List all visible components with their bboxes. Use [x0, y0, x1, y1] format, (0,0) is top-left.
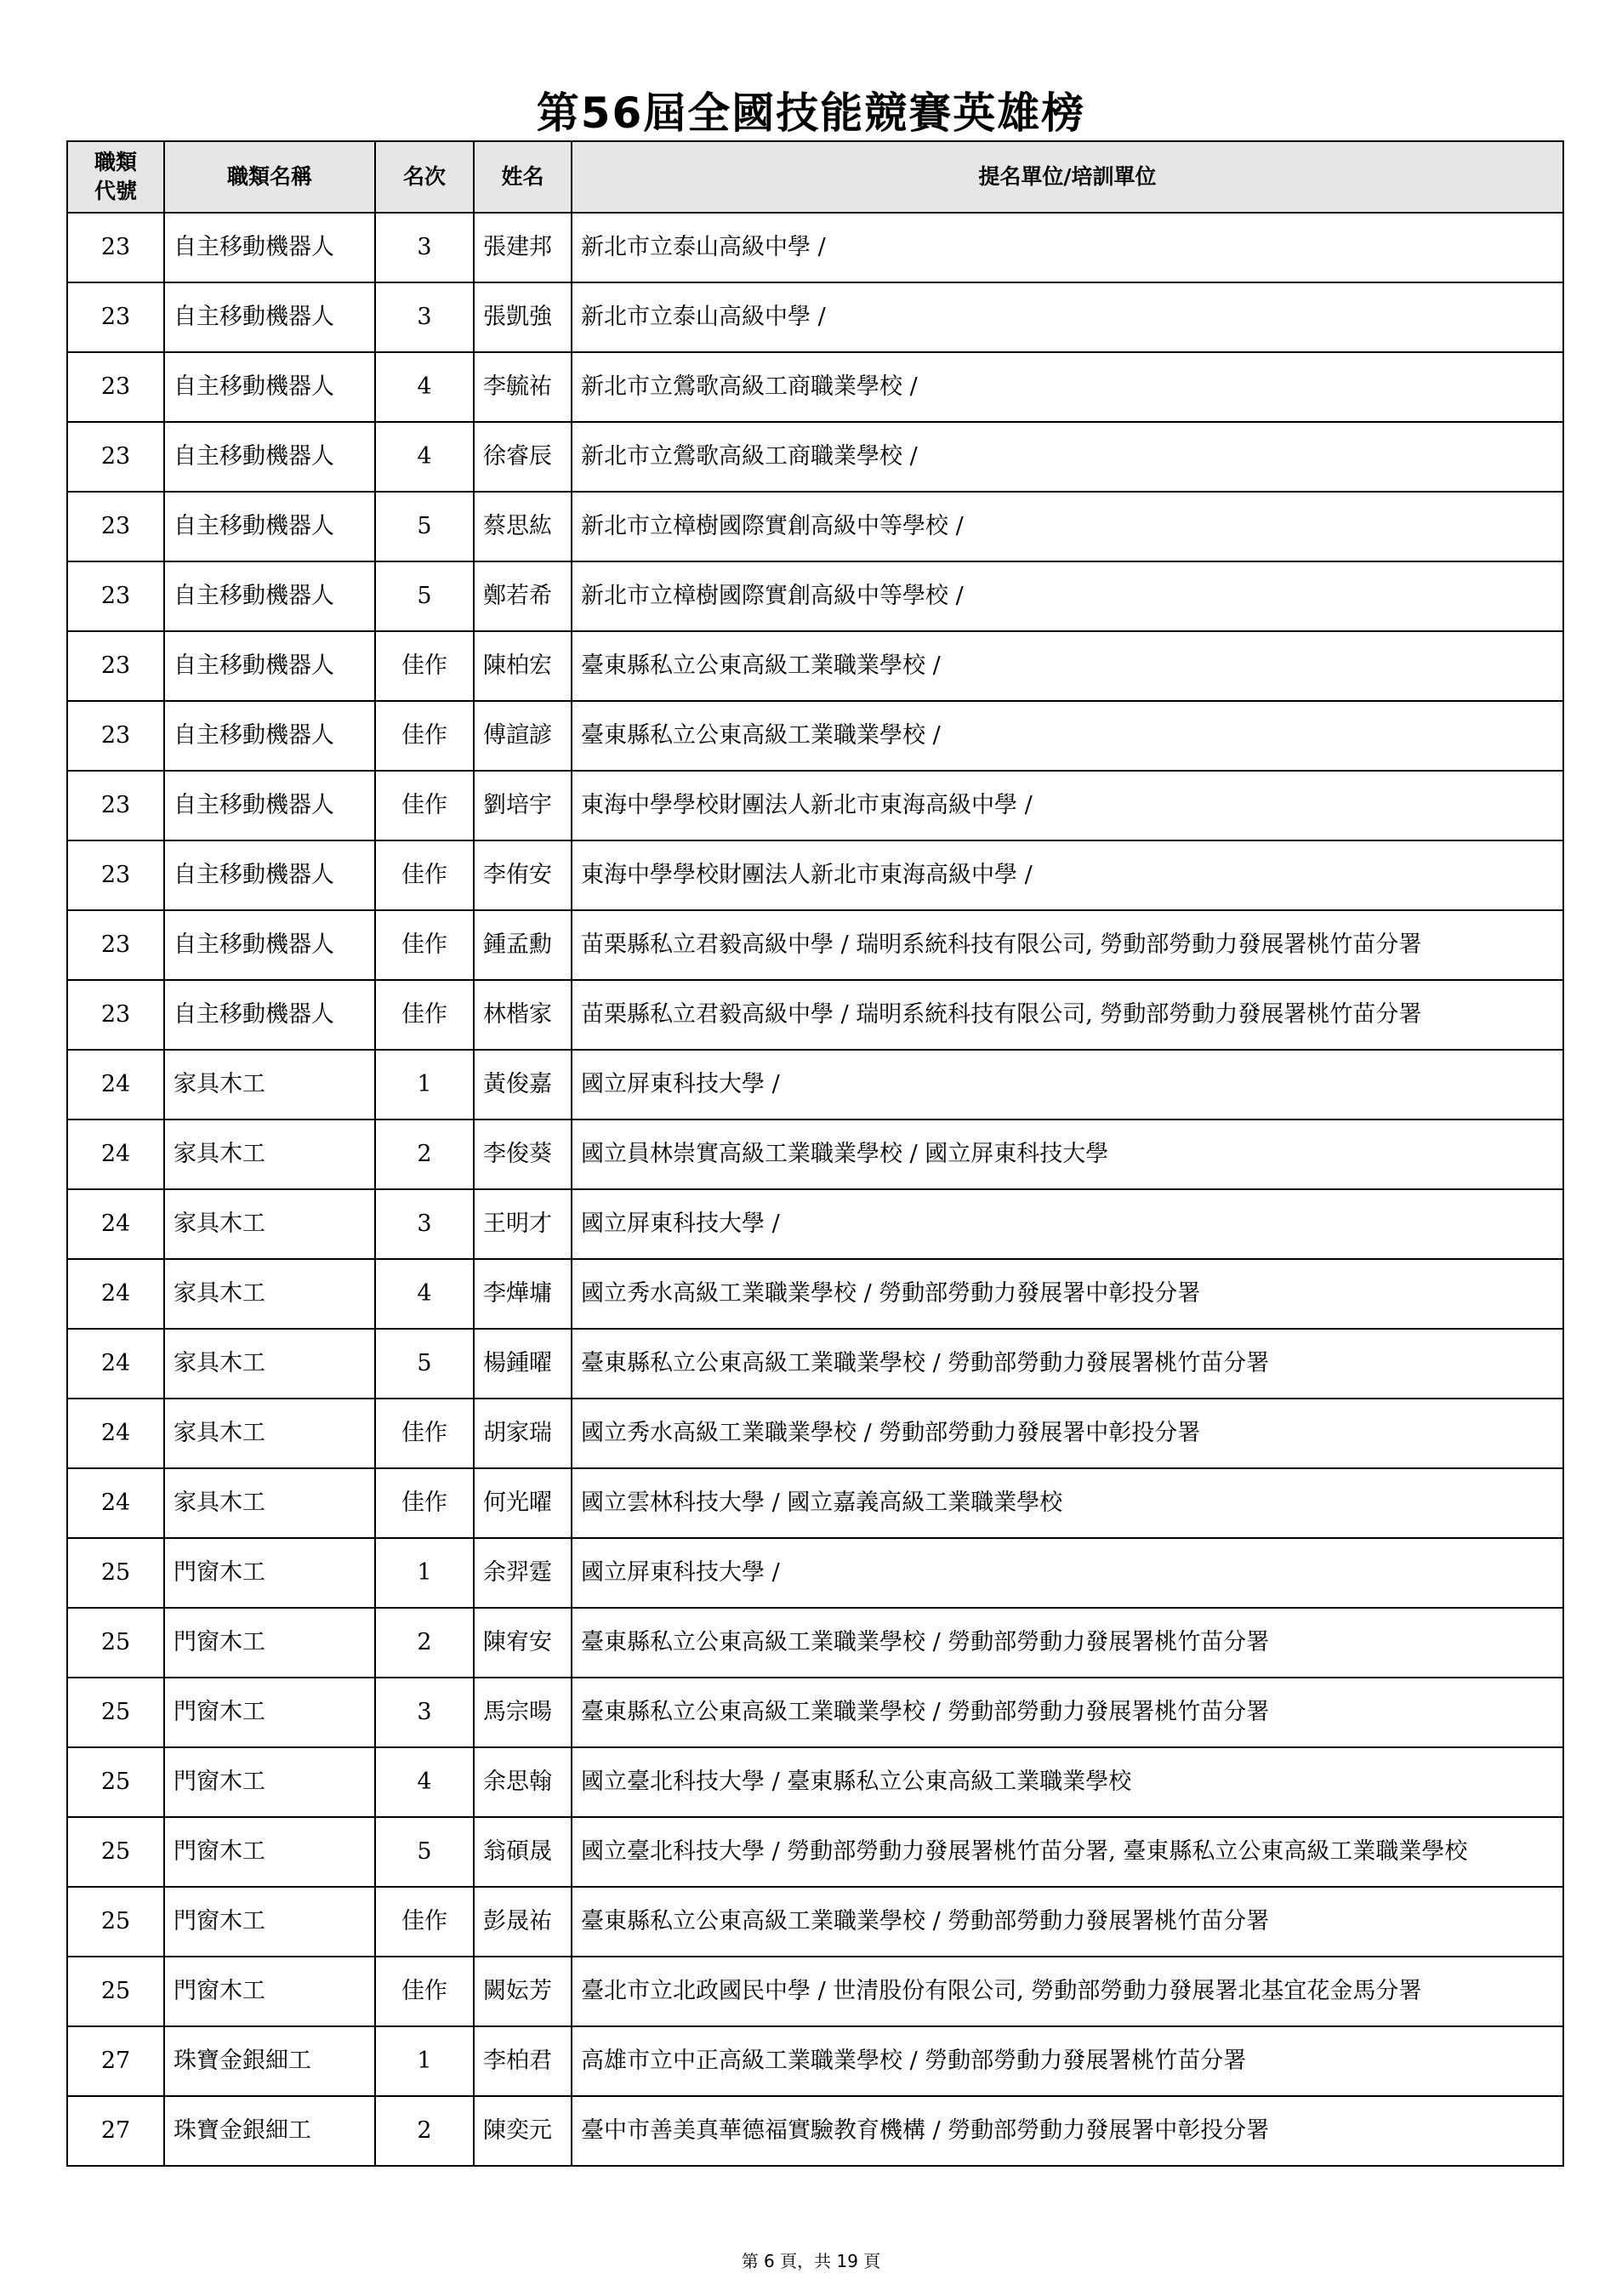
job-name-cell: 家具木工	[164, 1120, 375, 1189]
person-name-cell: 劉培宇	[474, 771, 572, 840]
rank-cell: 4	[375, 422, 474, 492]
job-name-cell: 自主移動機器人	[164, 213, 375, 282]
unit-cell: 新北市立泰山高級中學 /	[572, 213, 1563, 282]
unit-cell: 東海中學學校財團法人新北市東海高級中學 /	[572, 840, 1563, 910]
job-name-cell: 門窗木工	[164, 1747, 375, 1817]
table-row	[67, 1468, 1563, 1538]
job-code-cell: 23	[67, 352, 164, 422]
unit-cell: 臺東縣私立公東高級工業職業學校 / 勞動部勞動力發展署桃竹苗分署	[572, 1887, 1563, 1957]
job-name-cell: 門窗木工	[164, 1957, 375, 2026]
person-name-cell: 張建邦	[474, 213, 572, 282]
job-name-cell: 自主移動機器人	[164, 561, 375, 631]
job-name-cell: 門窗木工	[164, 1817, 375, 1887]
table-row	[67, 1817, 1563, 1887]
job-code-cell: 24	[67, 1120, 164, 1189]
job-name-cell: 自主移動機器人	[164, 980, 375, 1050]
rank-cell: 佳作	[375, 771, 474, 840]
job-code-cell: 24	[67, 1329, 164, 1399]
page-footer: 第 6 頁，共 19 頁	[741, 2251, 881, 2271]
job-code-cell: 23	[67, 282, 164, 352]
unit-cell: 國立秀水高級工業職業學校 / 勞動部勞動力發展署中彰投分署	[572, 1399, 1563, 1468]
person-name-cell: 李燁墉	[474, 1259, 572, 1329]
table-row	[67, 1120, 1563, 1189]
unit-cell: 新北市立樟樹國際實創高級中等學校 /	[572, 561, 1563, 631]
table-row	[67, 352, 1563, 422]
job-name-cell: 家具木工	[164, 1468, 375, 1538]
table-row	[67, 1538, 1563, 1608]
rank-cell: 5	[375, 1817, 474, 1887]
job-code-cell: 25	[67, 1887, 164, 1957]
person-name-cell: 闕妘芳	[474, 1957, 572, 2026]
column-header-code: 職類代號	[67, 141, 164, 213]
person-name-cell: 李俊葵	[474, 1120, 572, 1189]
rank-cell: 佳作	[375, 1399, 474, 1468]
table-row	[67, 910, 1563, 980]
job-code-cell: 23	[67, 771, 164, 840]
job-code-cell: 23	[67, 910, 164, 980]
job-code-cell: 23	[67, 631, 164, 701]
unit-cell: 國立臺北科技大學 / 臺東縣私立公東高級工業職業學校	[572, 1747, 1563, 1817]
unit-cell: 國立屏東科技大學 /	[572, 1189, 1563, 1259]
table-row	[67, 701, 1563, 771]
job-name-cell: 門窗木工	[164, 1678, 375, 1747]
rank-cell: 2	[375, 1608, 474, 1678]
person-name-cell: 王明才	[474, 1189, 572, 1259]
rank-cell: 佳作	[375, 910, 474, 980]
job-code-cell: 24	[67, 1468, 164, 1538]
table-body	[67, 213, 1563, 2166]
rank-cell: 4	[375, 1259, 474, 1329]
table-row	[67, 1050, 1563, 1120]
table-row	[67, 2026, 1563, 2096]
rank-cell: 5	[375, 1329, 474, 1399]
job-code-cell: 25	[67, 1538, 164, 1608]
unit-cell: 新北市立鶯歌高級工商職業學校 /	[572, 422, 1563, 492]
person-name-cell: 楊鍾曜	[474, 1329, 572, 1399]
rank-cell: 3	[375, 1189, 474, 1259]
table-row	[67, 2096, 1563, 2166]
person-name-cell: 胡家瑞	[474, 1399, 572, 1468]
column-header-job: 職類名稱	[164, 141, 375, 213]
rank-cell: 佳作	[375, 840, 474, 910]
unit-cell: 高雄市立中正高級工業職業學校 / 勞動部勞動力發展署桃竹苗分署	[572, 2026, 1563, 2096]
rank-cell: 佳作	[375, 1887, 474, 1957]
job-code-cell: 25	[67, 1608, 164, 1678]
table-row	[67, 561, 1563, 631]
job-name-cell: 門窗木工	[164, 1538, 375, 1608]
person-name-cell: 鍾孟勳	[474, 910, 572, 980]
unit-cell: 臺東縣私立公東高級工業職業學校 / 勞動部勞動力發展署桃竹苗分署	[572, 1678, 1563, 1747]
job-code-cell: 25	[67, 1817, 164, 1887]
rank-cell: 3	[375, 282, 474, 352]
table-row	[67, 422, 1563, 492]
job-code-cell: 27	[67, 2026, 164, 2096]
rank-cell: 3	[375, 213, 474, 282]
table-row	[67, 631, 1563, 701]
table-row	[67, 1189, 1563, 1259]
job-name-cell: 自主移動機器人	[164, 701, 375, 771]
rank-cell: 3	[375, 1678, 474, 1747]
unit-cell: 國立屏東科技大學 /	[572, 1050, 1563, 1120]
job-name-cell: 自主移動機器人	[164, 422, 375, 492]
column-header-rank: 名次	[375, 141, 474, 213]
rank-cell: 佳作	[375, 980, 474, 1050]
job-name-cell: 自主移動機器人	[164, 631, 375, 701]
table-row	[67, 1887, 1563, 1957]
job-name-cell: 門窗木工	[164, 1608, 375, 1678]
unit-cell: 苗栗縣私立君毅高級中學 / 瑞明系統科技有限公司, 勞動部勞動力發展署桃竹苗分署	[572, 910, 1563, 980]
job-code-cell: 25	[67, 1957, 164, 2026]
unit-cell: 臺東縣私立公東高級工業職業學校 /	[572, 701, 1563, 771]
table-row	[67, 492, 1563, 561]
table-row	[67, 1957, 1563, 2026]
job-code-cell: 23	[67, 422, 164, 492]
job-name-cell: 門窗木工	[164, 1887, 375, 1957]
unit-cell: 臺東縣私立公東高級工業職業學校 / 勞動部勞動力發展署桃竹苗分署	[572, 1608, 1563, 1678]
person-name-cell: 彭晟祐	[474, 1887, 572, 1957]
job-code-cell: 24	[67, 1189, 164, 1259]
table-row	[67, 213, 1563, 282]
person-name-cell: 李毓祐	[474, 352, 572, 422]
job-code-cell: 24	[67, 1259, 164, 1329]
rank-cell: 佳作	[375, 701, 474, 771]
table-row	[67, 1259, 1563, 1329]
table-row	[67, 1608, 1563, 1678]
table-row	[67, 1678, 1563, 1747]
job-name-cell: 家具木工	[164, 1259, 375, 1329]
person-name-cell: 傅諠諺	[474, 701, 572, 771]
job-name-cell: 自主移動機器人	[164, 771, 375, 840]
job-code-cell: 25	[67, 1747, 164, 1817]
rank-cell: 1	[375, 2026, 474, 2096]
unit-cell: 國立員林崇實高級工業職業學校 / 國立屏東科技大學	[572, 1120, 1563, 1189]
rank-cell: 5	[375, 492, 474, 561]
rank-cell: 1	[375, 1050, 474, 1120]
results-table	[66, 140, 1564, 2167]
job-code-cell: 23	[67, 980, 164, 1050]
person-name-cell: 何光曜	[474, 1468, 572, 1538]
unit-cell: 臺中市善美真華德福實驗教育機構 / 勞動部勞動力發展署中彰投分署	[572, 2096, 1563, 2166]
person-name-cell: 黃俊嘉	[474, 1050, 572, 1120]
unit-cell: 東海中學學校財團法人新北市東海高級中學 /	[572, 771, 1563, 840]
person-name-cell: 林楷家	[474, 980, 572, 1050]
job-name-cell: 珠寶金銀細工	[164, 2096, 375, 2166]
rank-cell: 佳作	[375, 631, 474, 701]
job-name-cell: 自主移動機器人	[164, 492, 375, 561]
table-row	[67, 840, 1563, 910]
unit-cell: 新北市立樟樹國際實創高級中等學校 /	[572, 492, 1563, 561]
person-name-cell: 蔡思紘	[474, 492, 572, 561]
job-code-cell: 24	[67, 1399, 164, 1468]
rank-cell: 佳作	[375, 1468, 474, 1538]
job-code-cell: 23	[67, 213, 164, 282]
person-name-cell: 陳宥安	[474, 1608, 572, 1678]
job-code-cell: 23	[67, 701, 164, 771]
job-name-cell: 家具木工	[164, 1189, 375, 1259]
job-name-cell: 自主移動機器人	[164, 352, 375, 422]
rank-cell: 4	[375, 352, 474, 422]
person-name-cell: 余思翰	[474, 1747, 572, 1817]
rank-cell: 5	[375, 561, 474, 631]
unit-cell: 臺東縣私立公東高級工業職業學校 / 勞動部勞動力發展署桃竹苗分署	[572, 1329, 1563, 1399]
job-name-cell: 家具木工	[164, 1050, 375, 1120]
table-header-row	[67, 141, 1563, 213]
person-name-cell: 余羿霆	[474, 1538, 572, 1608]
person-name-cell: 陳柏宏	[474, 631, 572, 701]
page-title: 第56屆全國技能競賽英雄榜	[536, 88, 1086, 138]
unit-cell: 新北市立鶯歌高級工商職業學校 /	[572, 352, 1563, 422]
table-row	[67, 1399, 1563, 1468]
table-row	[67, 1329, 1563, 1399]
table-row	[67, 1747, 1563, 1817]
job-name-cell: 自主移動機器人	[164, 282, 375, 352]
table-row	[67, 980, 1563, 1050]
job-name-cell: 自主移動機器人	[164, 910, 375, 980]
person-name-cell: 李柏君	[474, 2026, 572, 2096]
job-name-cell: 家具木工	[164, 1329, 375, 1399]
unit-cell: 國立屏東科技大學 /	[572, 1538, 1563, 1608]
job-code-cell: 23	[67, 492, 164, 561]
table-row	[67, 282, 1563, 352]
table-row	[67, 771, 1563, 840]
job-name-cell: 家具木工	[164, 1399, 375, 1468]
rank-cell: 2	[375, 2096, 474, 2166]
unit-cell: 國立臺北科技大學 / 勞動部勞動力發展署桃竹苗分署, 臺東縣私立公東高級工業職業學校	[572, 1817, 1563, 1887]
column-header-unit: 提名單位/培訓單位	[572, 141, 1563, 213]
person-name-cell: 徐睿辰	[474, 422, 572, 492]
person-name-cell: 李侑安	[474, 840, 572, 910]
person-name-cell: 張凱強	[474, 282, 572, 352]
rank-cell: 佳作	[375, 1957, 474, 2026]
rank-cell: 4	[375, 1747, 474, 1817]
job-code-cell: 23	[67, 561, 164, 631]
unit-cell: 臺東縣私立公東高級工業職業學校 /	[572, 631, 1563, 701]
job-name-cell: 自主移動機器人	[164, 840, 375, 910]
job-code-cell: 27	[67, 2096, 164, 2166]
person-name-cell: 陳奕元	[474, 2096, 572, 2166]
rank-cell: 2	[375, 1120, 474, 1189]
unit-cell: 國立秀水高級工業職業學校 / 勞動部勞動力發展署中彰投分署	[572, 1259, 1563, 1329]
column-header-name: 姓名	[474, 141, 572, 213]
job-code-cell: 23	[67, 840, 164, 910]
person-name-cell: 翁碩晟	[474, 1817, 572, 1887]
job-code-cell: 25	[67, 1678, 164, 1747]
unit-cell: 國立雲林科技大學 / 國立嘉義高級工業職業學校	[572, 1468, 1563, 1538]
job-code-cell: 24	[67, 1050, 164, 1120]
unit-cell: 新北市立泰山高級中學 /	[572, 282, 1563, 352]
person-name-cell: 鄭若希	[474, 561, 572, 631]
rank-cell: 1	[375, 1538, 474, 1608]
unit-cell: 苗栗縣私立君毅高級中學 / 瑞明系統科技有限公司, 勞動部勞動力發展署桃竹苗分署	[572, 980, 1563, 1050]
person-name-cell: 馬宗暘	[474, 1678, 572, 1747]
unit-cell: 臺北市立北政國民中學 / 世清股份有限公司, 勞動部勞動力發展署北基宜花金馬分署	[572, 1957, 1563, 2026]
job-name-cell: 珠寶金銀細工	[164, 2026, 375, 2096]
